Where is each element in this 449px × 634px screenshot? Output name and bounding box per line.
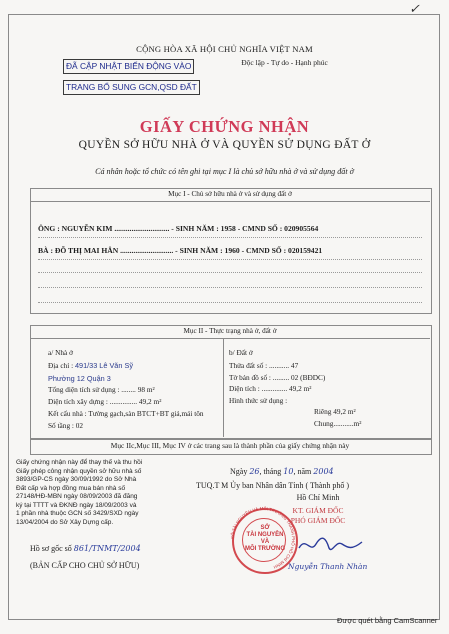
issuing-city: Hồ Chí Minh (296, 493, 340, 502)
section-3-heading: Mục IIc,Mục III, Mục IV ở các trang sau là thành phần của giấy chứng nhận này (110, 441, 350, 450)
republic-header: CỘNG HÒA XÃ HỘI CHỦ NGHĨA VIỆT NAM (136, 44, 313, 54)
floors-value: 02 (75, 421, 84, 430)
handwritten-signature (296, 530, 366, 560)
certificate-title: GIẤY CHỨNG NHẬN (139, 117, 310, 136)
section-2-heading: Mục II - Thực trạng nhà ở, đất ở (183, 327, 277, 335)
plot-value: 47 (290, 361, 299, 370)
issuing-authority: TUQ.T M Ủy ban Nhân dân Tỉnh ( Thành phố ) (196, 481, 350, 490)
total-area-label: Tổng diện tích sử dụng : ........ (48, 385, 136, 394)
section-1-heading: Mục I - Chủ sở hữu nhà ở và sử dụng đất ở (168, 190, 292, 198)
svg-text:SỞ TÀI NGUYÊN VÀ MÔI TRƯỜNG TH: SỞ TÀI NGUYÊN VÀ MÔI TRƯỜNG THÀNH PHỐ HỒ CHÍ MINH (229, 505, 297, 570)
update-stamp-line-2: TRANG BỔ SUNG GCN,QSD ĐẤT (63, 80, 200, 95)
common-label: Chung........... (314, 419, 354, 428)
date-year-label: , năm (293, 467, 312, 476)
address-ward: Phường 12 Quận 3 (48, 374, 111, 383)
date-month: 10 (283, 467, 294, 476)
dotted-line (38, 302, 422, 303)
land-area-unit: m² (303, 384, 312, 393)
build-area-label: Diện tích xây dựng : ............... (48, 397, 138, 406)
signer-name: Nguyễn Thanh Nhàn (288, 562, 368, 571)
use-form-label: Hình thức sử dụng : (229, 396, 288, 405)
note-line: 13/04/2004 do Sở Xây Dựng cấp. (16, 518, 114, 526)
structure-value: Tường gạch,sàn BTCT+BT giả,mái tôn (88, 409, 204, 418)
common-unit: m² (353, 419, 362, 428)
total-area-value: 98 (137, 385, 145, 394)
seal-center: SỞ TÀI NGUYÊN VÀ MÔI TRƯỜNG (244, 525, 286, 552)
structure-label: Kết cấu nhà : (48, 409, 89, 418)
dotted-line (38, 237, 422, 238)
land-area-value: 49,2 (289, 384, 302, 393)
role-vice-director: PHÓ GIÁM ĐỐC (290, 516, 346, 525)
role-deputy: KT. GIÁM ĐỐC (292, 506, 344, 515)
copy-note: (BẢN CẤP CHO CHỦ SỞ HỮU) (30, 561, 140, 570)
section-2-column-divider (223, 338, 224, 437)
house-label: a/ Nhà ở (48, 348, 73, 357)
land-area-label: Diện tích : .............. (229, 384, 288, 393)
dotted-line (38, 272, 422, 273)
owner-1: ÔNG : NGUYỄN KIM ............................. - SINH NĂM : 1958 - CMND SỐ : 020905564 (38, 224, 319, 233)
dotted-line (38, 287, 422, 288)
plot-label: Thửa đất số : ........... (229, 361, 290, 370)
note-line: 1 phần nhà thuộc GCN số 3429/SXD ngày (16, 510, 139, 517)
record-number: 861/TNMT/2004 (73, 544, 141, 553)
private-unit: m² (347, 407, 356, 416)
corner-check-mark: ✓ (409, 2, 420, 17)
date-day: 26 (249, 467, 260, 476)
floors-label: Số tầng : (48, 421, 76, 430)
map-label: Tờ bản đồ số : ......... (229, 373, 290, 382)
owner-2: BÀ : ĐỖ THỊ MAI HÂN ............................ - SINH NĂM : 1960 - CMND SỐ : 020159421 (38, 246, 323, 255)
note-line: Giấy phép công nhận quyền sở hữu nhà số (16, 467, 142, 475)
scan-footer: Được quét bằng CamScanner (337, 616, 438, 625)
note-line: Đất cấp và hợp đồng mua bán nhà số (16, 484, 126, 492)
private-label: Riêng (314, 407, 332, 416)
date-day-label: Ngày (230, 467, 248, 476)
land-label: b/ Đất ở (229, 348, 253, 357)
area-unit: m² (153, 397, 162, 406)
private-value: 49,2 (333, 407, 347, 416)
note-line: Giấy chứng nhận này để thay thế và thu hồi (16, 459, 143, 466)
date-year: 2004 (313, 467, 334, 476)
dotted-line (38, 259, 422, 260)
replacement-notes (16, 459, 142, 527)
note-line: 3893/GP-CS ngày 30/09/1992 do Sở Nhà (16, 476, 137, 483)
section-2-divider (30, 338, 430, 339)
section-1-divider (30, 201, 430, 202)
update-stamp-line-1: ĐÃ CẬP NHẬT BIẾN ĐỘNG VÀO (63, 59, 194, 74)
address-value: 491/33 Lê Văn Sỹ (74, 361, 133, 370)
build-area-value: 49,2 (138, 397, 152, 406)
motto: Độc lập - Tự do - Hạnh phúc (241, 58, 328, 67)
map-value: 02 (BĐDC) (291, 373, 326, 382)
area-unit: m² (146, 385, 155, 394)
address-label: Địa chỉ : (48, 361, 75, 370)
certificate-page (8, 14, 440, 620)
note-line: 27148/HĐ-MBN ngày 08/09/2003 đã đăng (16, 493, 138, 500)
date-month-label: , tháng (259, 467, 282, 476)
intro-text: Cá nhân hoặc tổ chức có tên ghi tại mục I là chủ sở hữu nhà ở và sử dụng đất ở (95, 167, 354, 176)
certificate-subtitle: QUYỀN SỞ HỮU NHÀ Ở VÀ QUYỀN SỬ DỤNG ĐẤT Ở (78, 139, 371, 151)
note-line: ký tại TTTT và ĐKNĐ ngày 18/09/2003 và (16, 501, 137, 509)
record-label: Hồ sơ gốc số (30, 544, 72, 553)
